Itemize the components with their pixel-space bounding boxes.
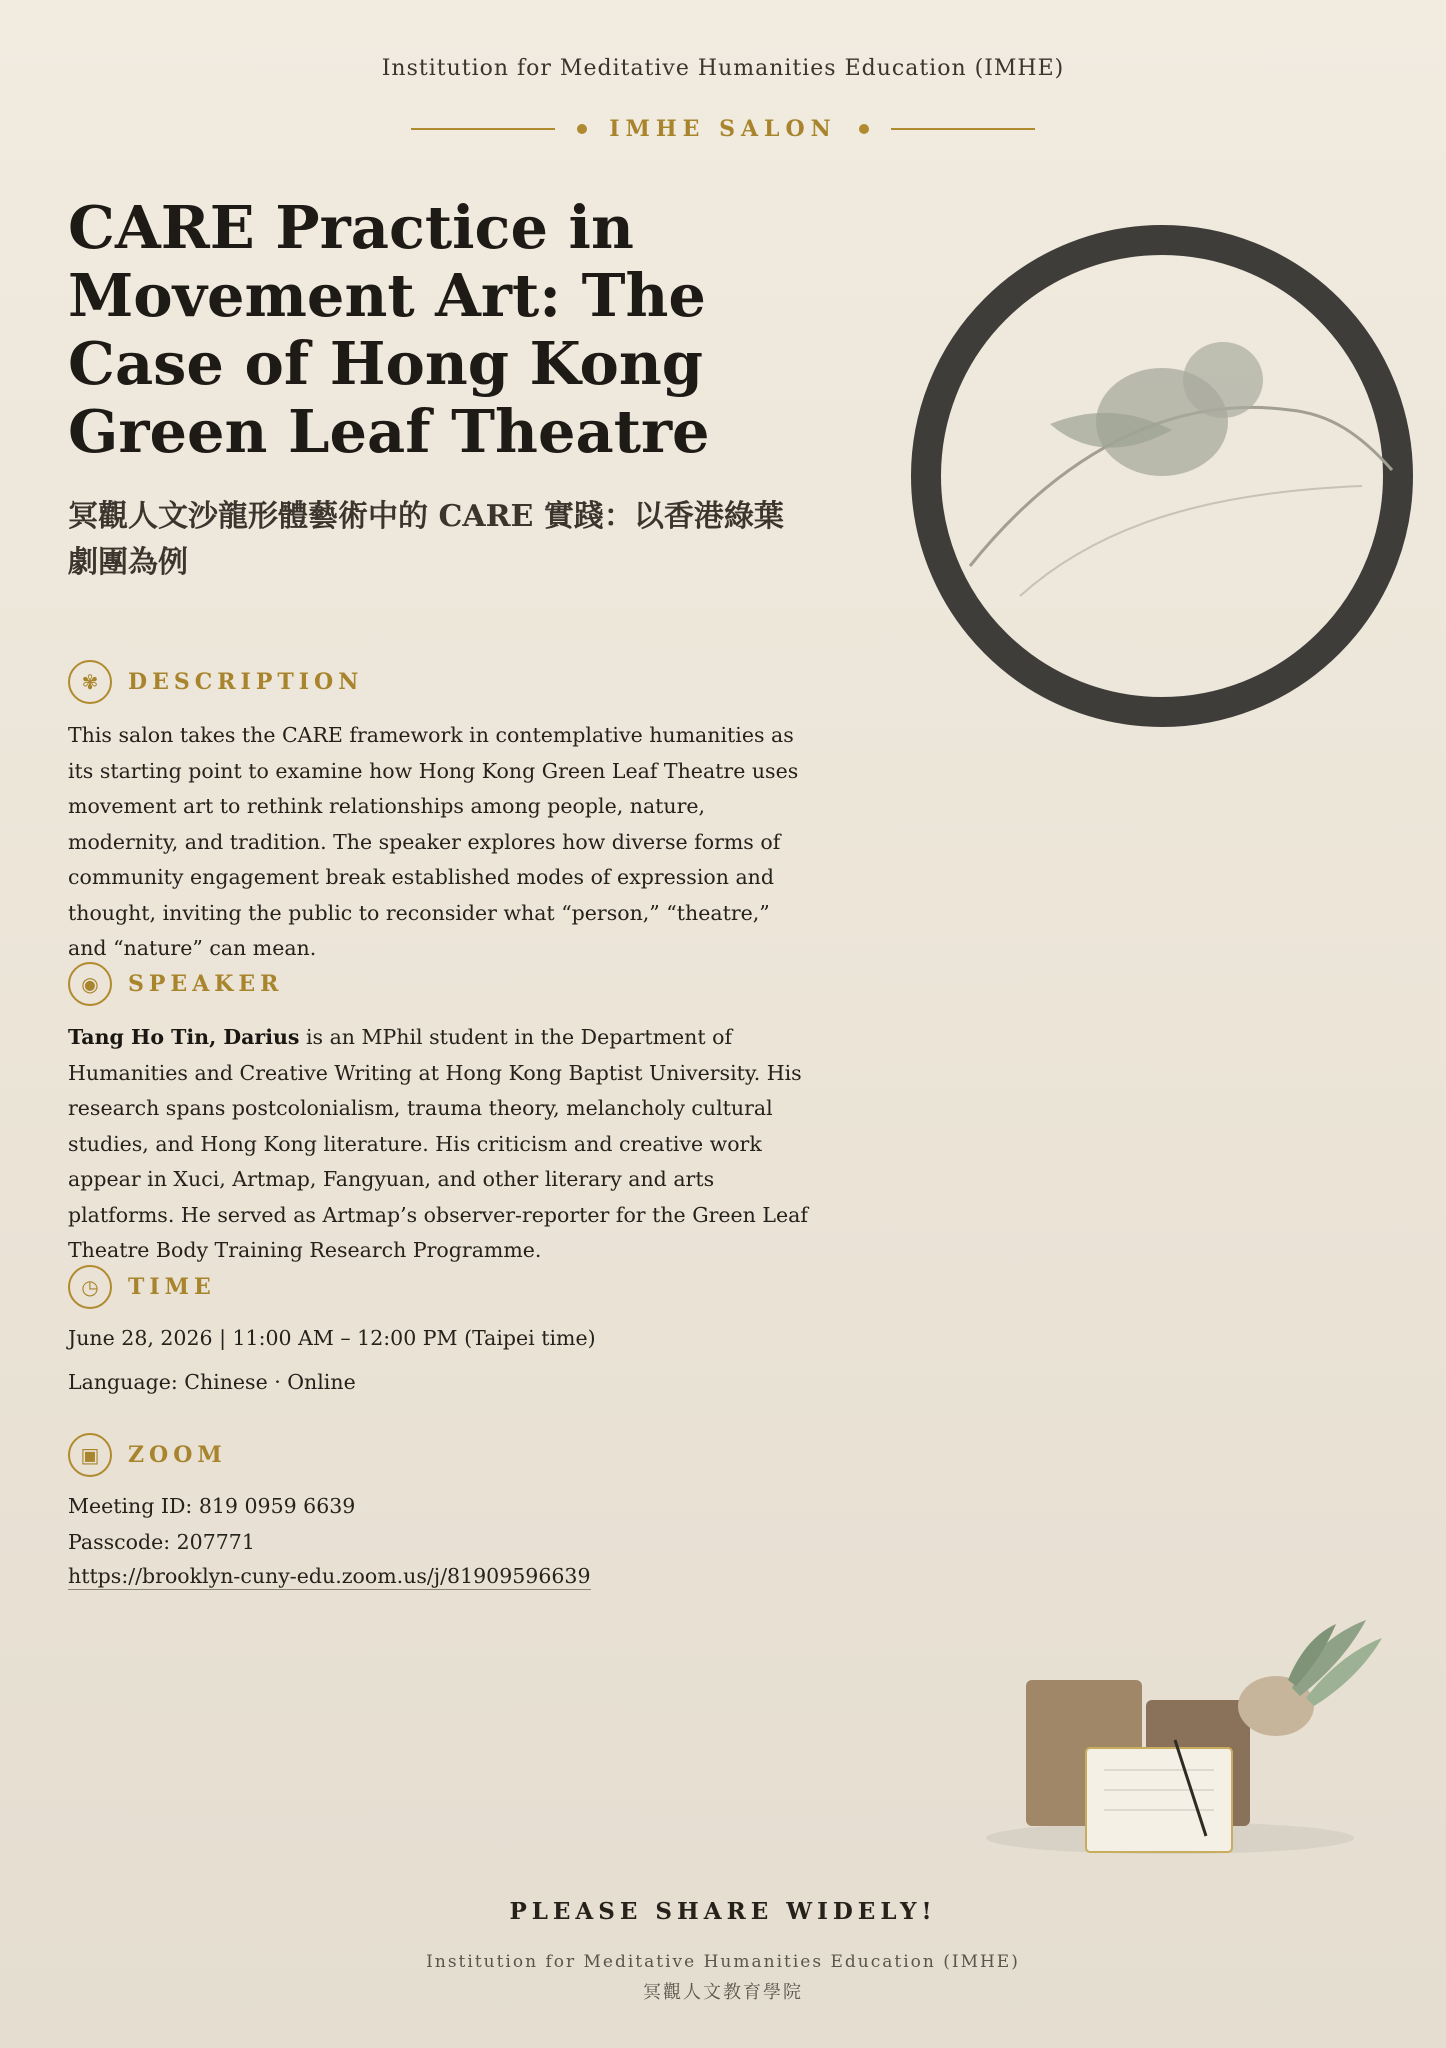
description-title: DESCRIPTION (128, 669, 364, 695)
leaf-circle-emblem (910, 224, 1414, 728)
time-title: TIME (128, 1274, 216, 1300)
event-datetime: June 28, 2026 | 11:00 AM – 12:00 PM (Taipei time) (68, 1326, 596, 1350)
zoom-link-line (68, 1564, 591, 1588)
event-title-chinese: 冥觀人文沙龍形體藝術中的 CARE 實踐：以香港綠葉劇團為例 (68, 499, 784, 580)
description-text: This salon takes the CARE framework in contemplative humanities as its starting point to examine how Hong Kong Green Leaf Theatre uses movement art to rethink relationships among people, nature, modernity, and tradition. The speaker explores how diverse forms of community engagement break established modes of expression and thought, inviting the public to reconsider what “person,” “theatre,” and “nature” can mean. (68, 723, 799, 960)
dot-left (577, 124, 587, 134)
footer-organization: Institution for Meditative Humanities Education (IMHE) (426, 1952, 1020, 1972)
clock-icon: ◷ (68, 1265, 112, 1309)
salon-banner (0, 114, 1446, 144)
speaker-title: SPEAKER (128, 971, 284, 997)
divider-right (891, 128, 1035, 130)
event-language: Language: Chinese · Online (68, 1370, 356, 1394)
speaker-heading (68, 961, 283, 1007)
books-and-plant-illustration (970, 1610, 1410, 1860)
zoom-link[interactable]: https://brooklyn-cuny-edu.zoom.us/j/81909596639 (68, 1564, 591, 1588)
event-title: CARE Practice in Movement Art: The Case of Hong Kong Green Leaf Theatre (68, 193, 710, 466)
salon-label: IMHE SALON (609, 116, 837, 142)
header-organization: Institution for Meditative Humanities Education (IMHE) (381, 56, 1065, 81)
time-heading (68, 1264, 216, 1310)
zoom-passcode: Passcode: 207771 (68, 1530, 255, 1554)
zoom-title: ZOOM (128, 1442, 227, 1468)
zoom-meeting-id: Meeting ID: 819 0959 6639 (68, 1494, 356, 1518)
flower-icon: ✾ (68, 660, 112, 704)
share-call: PLEASE SHARE WIDELY! (509, 1898, 937, 1925)
speaker-bio-text: is an MPhil student in the Department of Humanities and Creative Writing at Hong Kong Baptist University. His research spans postcolonialism, trauma theory, melancholy cultural studies, and Hong Kong literature. His criticism and creative work appear in Xuci, Artmap, Fangyuan, and other literary and arts platforms. He served as Artmap’s observer-reporter for the Green Leaf Theatre Body Training Research Programme. (68, 1025, 808, 1262)
divider-left (411, 128, 555, 130)
square-camera-icon: ▣ (68, 1433, 112, 1477)
dot-right (859, 124, 869, 134)
description-heading (68, 659, 363, 705)
footer-organization-chinese: 冥觀人文教育學院 (643, 1982, 803, 2003)
speaker-bio (68, 1020, 808, 1269)
zoom-heading (68, 1432, 227, 1478)
speaker-name: Tang Ho Tin, Darius (68, 1025, 300, 1049)
target-icon: ◉ (68, 962, 112, 1006)
